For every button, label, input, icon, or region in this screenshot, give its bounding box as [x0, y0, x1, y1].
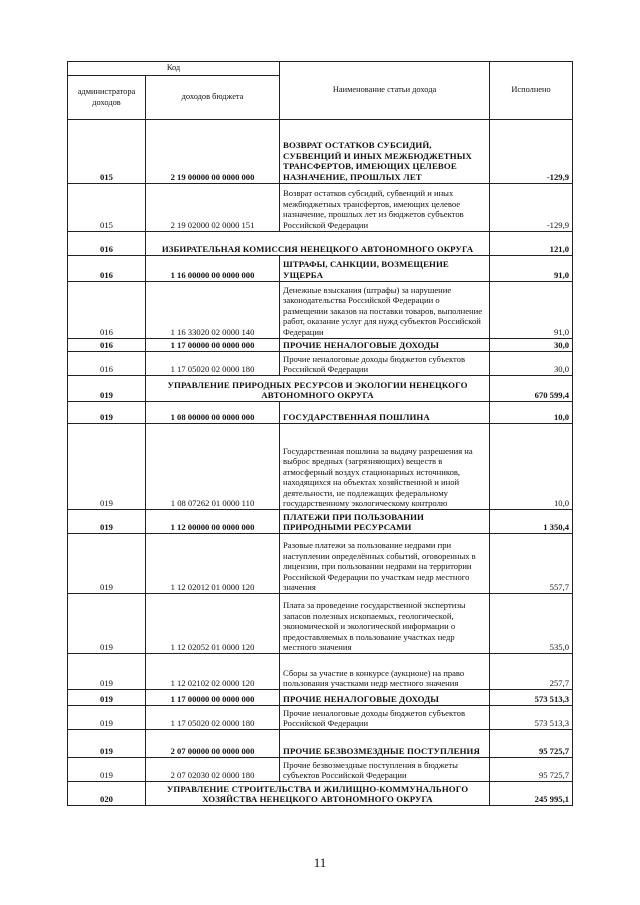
item-value: 245 995,1 [490, 782, 573, 806]
table-row [68, 510, 573, 534]
item-name: Плата за проведение государственной экспертизы запасов полезных ископаемых, геологической, экономической и экологической информации о предоставляемых в пользование участках недр местного значения [280, 594, 490, 654]
admin-code: 019 [68, 510, 146, 534]
admin-code: 020 [68, 782, 146, 806]
item-value: 535,0 [490, 594, 573, 654]
income-code: 2 19 02000 02 0000 151 [146, 184, 280, 232]
item-value: 95 725,7 [490, 730, 573, 758]
table-row [68, 782, 573, 806]
item-value: 557,7 [490, 534, 573, 594]
income-code: 1 12 02102 02 0000 120 [146, 654, 280, 690]
income-code: 1 12 02052 01 0000 120 [146, 594, 280, 654]
item-name: Прочие безвозмездные поступления в бюджеты субъектов Российской Федерации [280, 758, 490, 782]
item-value: 95 725,7 [490, 758, 573, 782]
item-name: ПРОЧИЕ НЕНАЛОГОВЫЕ ДОХОДЫ [280, 339, 490, 352]
table-row [68, 654, 573, 690]
admin-code: 019 [68, 376, 146, 402]
item-name: УПРАВЛЕНИЕ СТРОИТЕЛЬСТВА И ЖИЛИЩНО-КОММУНАЛЬНОГО ХОЗЯЙСТВА НЕНЕЦКОГО АВТОНОМНОГО ОКРУГА [146, 782, 490, 806]
item-value: 91,0 [490, 256, 573, 282]
item-name: Разовые платежи за пользование недрами при наступлении определённых событий, оговоренных в лицензии, при пользовании недрами на территории Российской Федерации по участкам недр местного значения [280, 534, 490, 594]
item-value: 30,0 [490, 339, 573, 352]
table-row [68, 376, 573, 402]
table-row [68, 402, 573, 424]
table-row [68, 730, 573, 758]
page-number: 11 [313, 855, 327, 870]
admin-code: 019 [68, 534, 146, 594]
table-row [68, 256, 573, 282]
income-code: 1 17 00000 00 0000 000 [146, 339, 280, 352]
header-code-group: Код [68, 62, 280, 76]
table-row [68, 184, 573, 232]
income-code: 2 07 00000 00 0000 000 [146, 730, 280, 758]
item-value: 121,0 [490, 232, 573, 256]
item-value: 1 350,4 [490, 510, 573, 534]
table-row [68, 534, 573, 594]
header-admin: администратора доходов [68, 76, 146, 120]
header-value: Исполнено [490, 62, 573, 120]
item-name: ШТРАФЫ, САНКЦИИ, ВОЗМЕЩЕНИЕ УЩЕРБА [280, 256, 490, 282]
admin-code: 015 [68, 120, 146, 184]
income-code: 1 12 02012 01 0000 120 [146, 534, 280, 594]
item-value: 257,7 [490, 654, 573, 690]
admin-code: 019 [68, 402, 146, 424]
table-row [68, 706, 573, 730]
table-row [68, 758, 573, 782]
table-row [68, 232, 573, 256]
income-code: 1 12 00000 00 0000 000 [146, 510, 280, 534]
income-code: 1 08 00000 00 0000 000 [146, 402, 280, 424]
item-name: Денежные взыскания (штрафы) за нарушение законодательства Российской Федерации о размещении заказов на поставки товаров, выполнение работ, оказание услуг для нужд субъектов Российской Федерации [280, 282, 490, 339]
admin-code: 016 [68, 282, 146, 339]
item-value: 670 599,4 [490, 376, 573, 402]
income-code: 1 08 07262 01 0000 110 [146, 424, 280, 510]
table-row [68, 424, 573, 510]
table-row [68, 120, 573, 184]
income-code: 2 07 02030 02 0000 180 [146, 758, 280, 782]
item-value: 10,0 [490, 424, 573, 510]
item-name: Государственная пошлина за выдачу разрешения на выброс вредных (загрязняющих) веществ в атмосферный воздух стационарных источников, находящихся на объектах хозяйственной и иной деятельности, не подлежащих федеральному государственному экологическому контролю [280, 424, 490, 510]
item-name: ВОЗВРАТ ОСТАТКОВ СУБСИДИЙ, СУБВЕНЦИЙ И ИНЫХ МЕЖБЮДЖЕТНЫХ ТРАНСФЕРТОВ, ИМЕЮЩИХ ЦЕЛЕВОЕ НАЗНАЧЕНИЕ, ПРОШЛЫХ ЛЕТ [280, 120, 490, 184]
income-code: 1 16 00000 00 0000 000 [146, 256, 280, 282]
income-code: 1 16 33020 02 0000 140 [146, 282, 280, 339]
item-value: 30,0 [490, 352, 573, 376]
item-value: 10,0 [490, 402, 573, 424]
item-name: Возврат остатков субсидий, субвенций и иных межбюджетных трансфертов, имеющих целевое назначение, прошлых лет из бюджетов субъектов Российской Федерации [280, 184, 490, 232]
income-code: 1 17 00000 00 0000 000 [146, 690, 280, 706]
admin-code: 019 [68, 730, 146, 758]
header-name: Наименование статьи дохода [280, 62, 490, 120]
item-value: -129,9 [490, 184, 573, 232]
admin-code: 019 [68, 706, 146, 730]
income-code: 1 17 05020 02 0000 180 [146, 352, 280, 376]
item-name: ПЛАТЕЖИ ПРИ ПОЛЬЗОВАНИИ ПРИРОДНЫМИ РЕСУРСАМИ [280, 510, 490, 534]
income-code: 1 17 05020 02 0000 180 [146, 706, 280, 730]
item-value: 573 513,3 [490, 706, 573, 730]
income-code: 2 19 00000 00 0000 000 [146, 120, 280, 184]
admin-code: 019 [68, 690, 146, 706]
item-name: Прочие неналоговые доходы бюджетов субъектов Российской Федерации [280, 706, 490, 730]
table-row [68, 594, 573, 654]
header-dohod: доходов бюджета [146, 76, 280, 120]
budget-table [67, 61, 573, 806]
table-row [68, 352, 573, 376]
admin-code: 016 [68, 232, 146, 256]
item-name: Сборы за участие в конкурсе (аукционе) на право пользования участками недр местного значения [280, 654, 490, 690]
item-name: ИЗБИРАТЕЛЬНАЯ КОМИССИЯ НЕНЕЦКОГО АВТОНОМНОГО ОКРУГА [146, 232, 490, 256]
admin-code: 015 [68, 184, 146, 232]
admin-code: 016 [68, 352, 146, 376]
item-value: 91,0 [490, 282, 573, 339]
admin-code: 016 [68, 256, 146, 282]
table-row [68, 282, 573, 339]
header-row-top [68, 62, 573, 76]
admin-code: 019 [68, 594, 146, 654]
table-row [68, 690, 573, 706]
admin-code: 019 [68, 654, 146, 690]
admin-code: 016 [68, 339, 146, 352]
item-value: -129,9 [490, 120, 573, 184]
item-name: ПРОЧИЕ НЕНАЛОГОВЫЕ ДОХОДЫ [280, 690, 490, 706]
item-name: УПРАВЛЕНИЕ ПРИРОДНЫХ РЕСУРСОВ И ЭКОЛОГИИ НЕНЕЦКОГО АВТОНОМНОГО ОКРУГА [146, 376, 490, 402]
admin-code: 019 [68, 758, 146, 782]
item-name: ГОСУДАРСТВЕННАЯ ПОШЛИНА [280, 402, 490, 424]
table-row [68, 339, 573, 352]
item-value: 573 513,3 [490, 690, 573, 706]
admin-code: 019 [68, 424, 146, 510]
item-name: ПРОЧИЕ БЕЗВОЗМЕЗДНЫЕ ПОСТУПЛЕНИЯ [280, 730, 490, 758]
item-name: Прочие неналоговые доходы бюджетов субъектов Российской Федерации [280, 352, 490, 376]
